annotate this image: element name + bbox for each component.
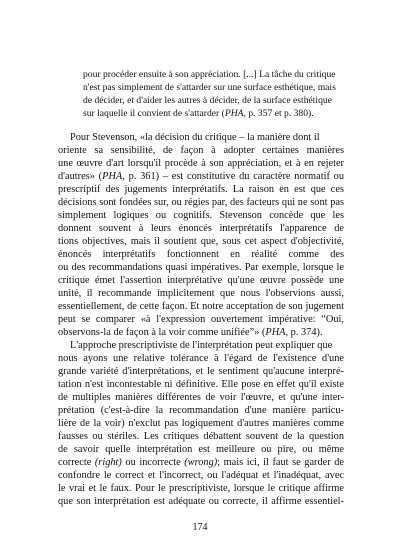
paragraph-line: une œuvre d'art lorsqu'il procède à son appréciation, et à en rejeter: [58, 158, 344, 169]
paragraph-line: de savoir quelle interprétation est meilleure ou pire, ou même: [58, 444, 344, 455]
paragraph-line: prescriptif des jugements interprétatifs. La raison en est que ces: [58, 184, 344, 195]
page-number: 174: [192, 522, 208, 533]
quote-line: sur laquelle il convient de s'attarder (PHA, p. 357 et p. 380).: [83, 108, 314, 119]
paragraph-line: que son interprétation est adéquate ou correcte, il affirme essentiel-: [58, 496, 344, 507]
quote-line: de décider, et d'aider les autres à décider, de la surface esthétique: [83, 95, 332, 106]
quote-line: pour procéder ensuite à son appréciation. [...] La tâche du critique: [83, 69, 336, 80]
paragraph-line: essentiellement, de cette façon. Et notre acceptation de son jugement: [58, 301, 344, 312]
paragraph-line: simplement logiques ou cognitifs. Stevenson concède que les: [58, 210, 344, 221]
paragraph-line: grande variété d'interprétations, et le sentiment qu'aucune interpré-: [58, 366, 344, 377]
paragraph-line: tation n'est incontestable ni définitive. Elle pose en effet qu'il existe: [58, 379, 344, 390]
paragraph-line: oriente sa sensibilité, de façon à adopter certaines manières: [58, 145, 344, 156]
paragraph-line: ou des recommandations quasi impératives. Par exemple, lorsque le: [58, 262, 344, 273]
paragraph-line: d'autres» (PHA, p. 361) – est constitutive du caractère normatif ou: [58, 171, 344, 182]
paragraph-line: énoncés interprétatifs fonctionnent en réalité comme des: [58, 249, 344, 260]
paragraph-line: décisions sont fondées sur, ou régies par, des facteurs qui ne sont pas: [58, 197, 344, 208]
paragraph-line: Pour Stevenson, «la décision du critique – la manière dont il: [70, 132, 320, 143]
paragraph-line: nous ayons une relative tolérance à l'égard de l'existence d'une: [58, 353, 344, 364]
paragraph-line: lière de la voir) n'exclut pas logiquement d'autres manières comme: [58, 418, 344, 429]
paragraph-line: unité, il recommande implicitement que nous l'observions aussi,: [58, 288, 344, 299]
paragraph-line: de multiples manières différentes de voir l'œuvre, et qu'une inter-: [58, 392, 344, 403]
paragraph-line: L'approche prescriptiviste de l'interprétation peut expliquer que: [70, 340, 333, 351]
paragraph-line: peut se comparer «à l'expression ouvertement impérative: “Oui,: [58, 314, 344, 325]
paragraph-line: confondre le correct et l'incorrect, ou l'adéquat et l'inadéquat, avec: [58, 470, 344, 481]
paragraph-line: donnent souvent à leurs énoncés interprétatifs l'apparence de: [58, 223, 344, 234]
paragraph-line: le vrai et le faux. Pour le prescriptiviste, lorsque le critique affirme: [58, 483, 344, 494]
paragraph-line: observons-la de façon à la voir comme unifiée”» (PHA, p. 374).: [58, 327, 323, 338]
paragraph-line: correcte (right) ou incorrecte (wrong); mais ici, il faut se garder de: [58, 457, 344, 468]
paragraph-line: fausses ou stériles. Les critiques débattent souvent de la question: [58, 431, 344, 442]
paragraph-line: prétation (c'est-à-dire la recommandation d'une manière particu-: [58, 405, 344, 416]
quote-line: n'est pas simplement de s'attarder sur une surface esthétique, mais: [83, 82, 336, 93]
paragraph-line: tions objectives, mais il soutient que, sous cet aspect d'objectivité,: [58, 236, 344, 247]
paragraph-line: critique émet l'assertion interprétative qu'une œuvre possède une: [58, 275, 344, 286]
